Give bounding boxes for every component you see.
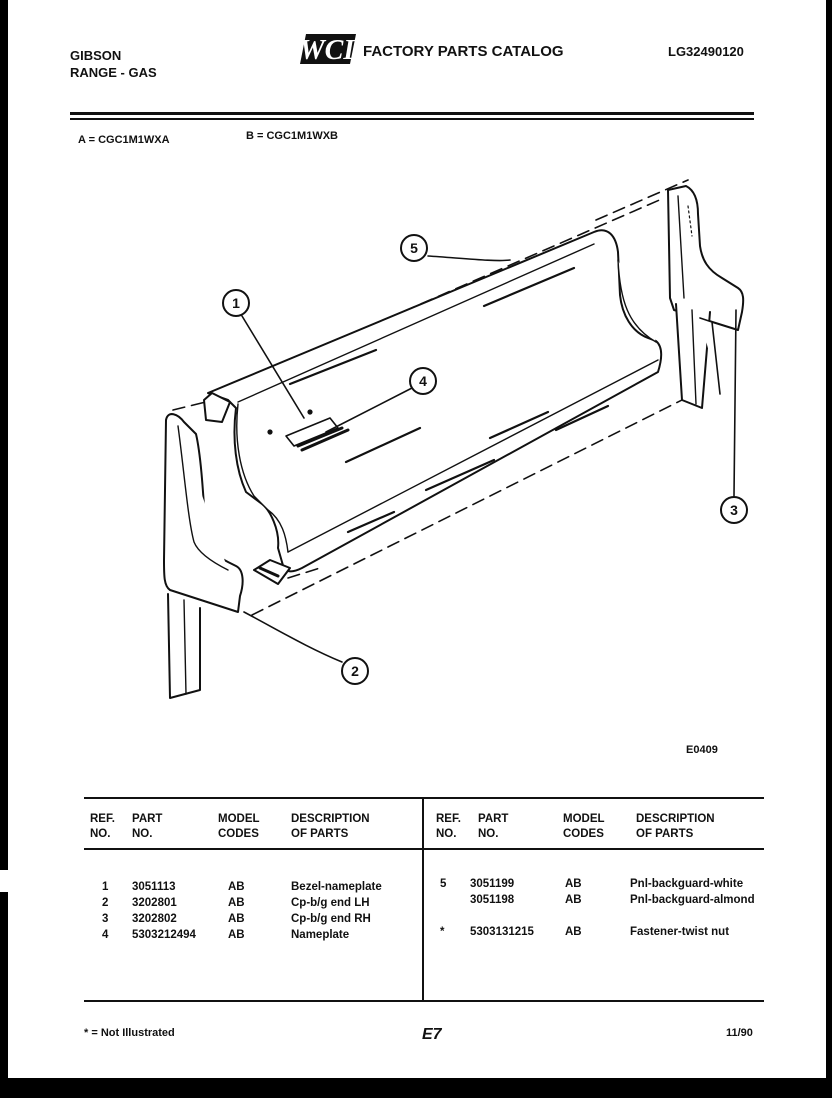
table-cell: Cp-b/g end RH <box>291 913 371 925</box>
callout-4-label: 4 <box>419 373 427 389</box>
right-ref-column <box>440 876 446 940</box>
logo-text: WCI <box>300 35 355 66</box>
table-cell: Pnl-backguard-white <box>630 878 744 890</box>
header-part-right: PART NO. <box>478 813 509 840</box>
model-a-label: A = CGC1M1WXA <box>78 134 170 146</box>
right-codes-column <box>565 876 582 940</box>
table-cell: * <box>440 926 445 938</box>
table-cell: 2 <box>102 897 109 909</box>
scan-margin-mark <box>0 870 8 892</box>
callout-5-label: 5 <box>410 240 418 256</box>
backguard-panel <box>204 230 661 584</box>
table-cell: 3051113 <box>132 881 176 893</box>
left-part-column <box>132 879 196 943</box>
model-b-label: B = CGC1M1WXB <box>246 130 338 142</box>
table-cell: AB <box>228 897 245 909</box>
table-cell: Cp-b/g end LH <box>291 897 370 909</box>
brand-name: GIBSON <box>70 48 122 63</box>
table-divider <box>422 798 424 1000</box>
header-model-left: MODEL CODES <box>218 813 260 840</box>
page-number: E7 <box>422 1026 442 1043</box>
callout-3-label: 3 <box>730 502 738 518</box>
end-cap-left <box>164 414 243 698</box>
table-cell: 3202802 <box>132 913 177 925</box>
table-cell: 3202801 <box>132 897 177 909</box>
table-cell: AB <box>565 878 582 890</box>
figure-code: E0409 <box>686 744 718 756</box>
end-cap-right <box>668 186 743 408</box>
callout-5 <box>401 235 427 261</box>
exploded-parts-diagram <box>8 0 826 780</box>
left-ref-column <box>102 879 108 943</box>
table-rule-top <box>84 797 764 799</box>
header-desc-left: DESCRIPTION OF PARTS <box>291 813 370 840</box>
table-cell: Fastener-twist nut <box>630 926 730 938</box>
left-codes-column <box>228 879 245 943</box>
table-cell: AB <box>565 894 582 906</box>
catalog-title: FACTORY PARTS CATALOG <box>363 43 564 60</box>
callout-3 <box>721 497 747 523</box>
table-cell: Bezel-nameplate <box>291 881 382 893</box>
table-cell: 1 <box>102 881 109 893</box>
callout-1 <box>223 290 249 316</box>
table-cell: 5303131215 <box>470 926 534 938</box>
table-cell: 4 <box>102 929 109 941</box>
table-cell: AB <box>228 881 245 893</box>
callout-2 <box>342 658 368 684</box>
table-cell: AB <box>228 913 245 925</box>
table-cell: Nameplate <box>291 929 350 941</box>
header-model-right: MODEL CODES <box>563 813 605 840</box>
header-ref-left: REF. NO. <box>90 813 115 840</box>
right-desc-column <box>630 876 755 940</box>
header-part-left: PART NO. <box>132 813 163 840</box>
table-cell: Pnl-backguard-almond <box>630 894 755 906</box>
table-rule-header <box>84 848 764 850</box>
table-cell: 3051199 <box>470 878 515 890</box>
footnote-not-illustrated: * = Not Illustrated <box>84 1027 175 1039</box>
table-cell: 3 <box>102 913 109 925</box>
revision-date: 11/90 <box>726 1027 753 1039</box>
catalog-page <box>8 0 826 1078</box>
table-cell: AB <box>565 926 582 938</box>
callout-2-label: 2 <box>351 663 359 679</box>
table-cell: AB <box>228 929 245 941</box>
table-cell <box>440 892 446 908</box>
table-rule-bottom <box>84 1000 764 1002</box>
right-part-column <box>470 876 534 940</box>
table-cell: 3051198 <box>470 894 515 906</box>
catalog-number: LG32490120 <box>668 44 744 59</box>
table-cell: 5303212494 <box>132 929 196 941</box>
callout-1-label: 1 <box>232 295 240 311</box>
callout-4 <box>410 368 436 394</box>
header-desc-right: DESCRIPTION OF PARTS <box>636 813 715 840</box>
header-ref-right: REF. NO. <box>436 813 461 840</box>
left-desc-column <box>291 879 382 943</box>
table-cell: 5 <box>440 878 447 890</box>
product-type: RANGE - GAS <box>70 65 157 80</box>
